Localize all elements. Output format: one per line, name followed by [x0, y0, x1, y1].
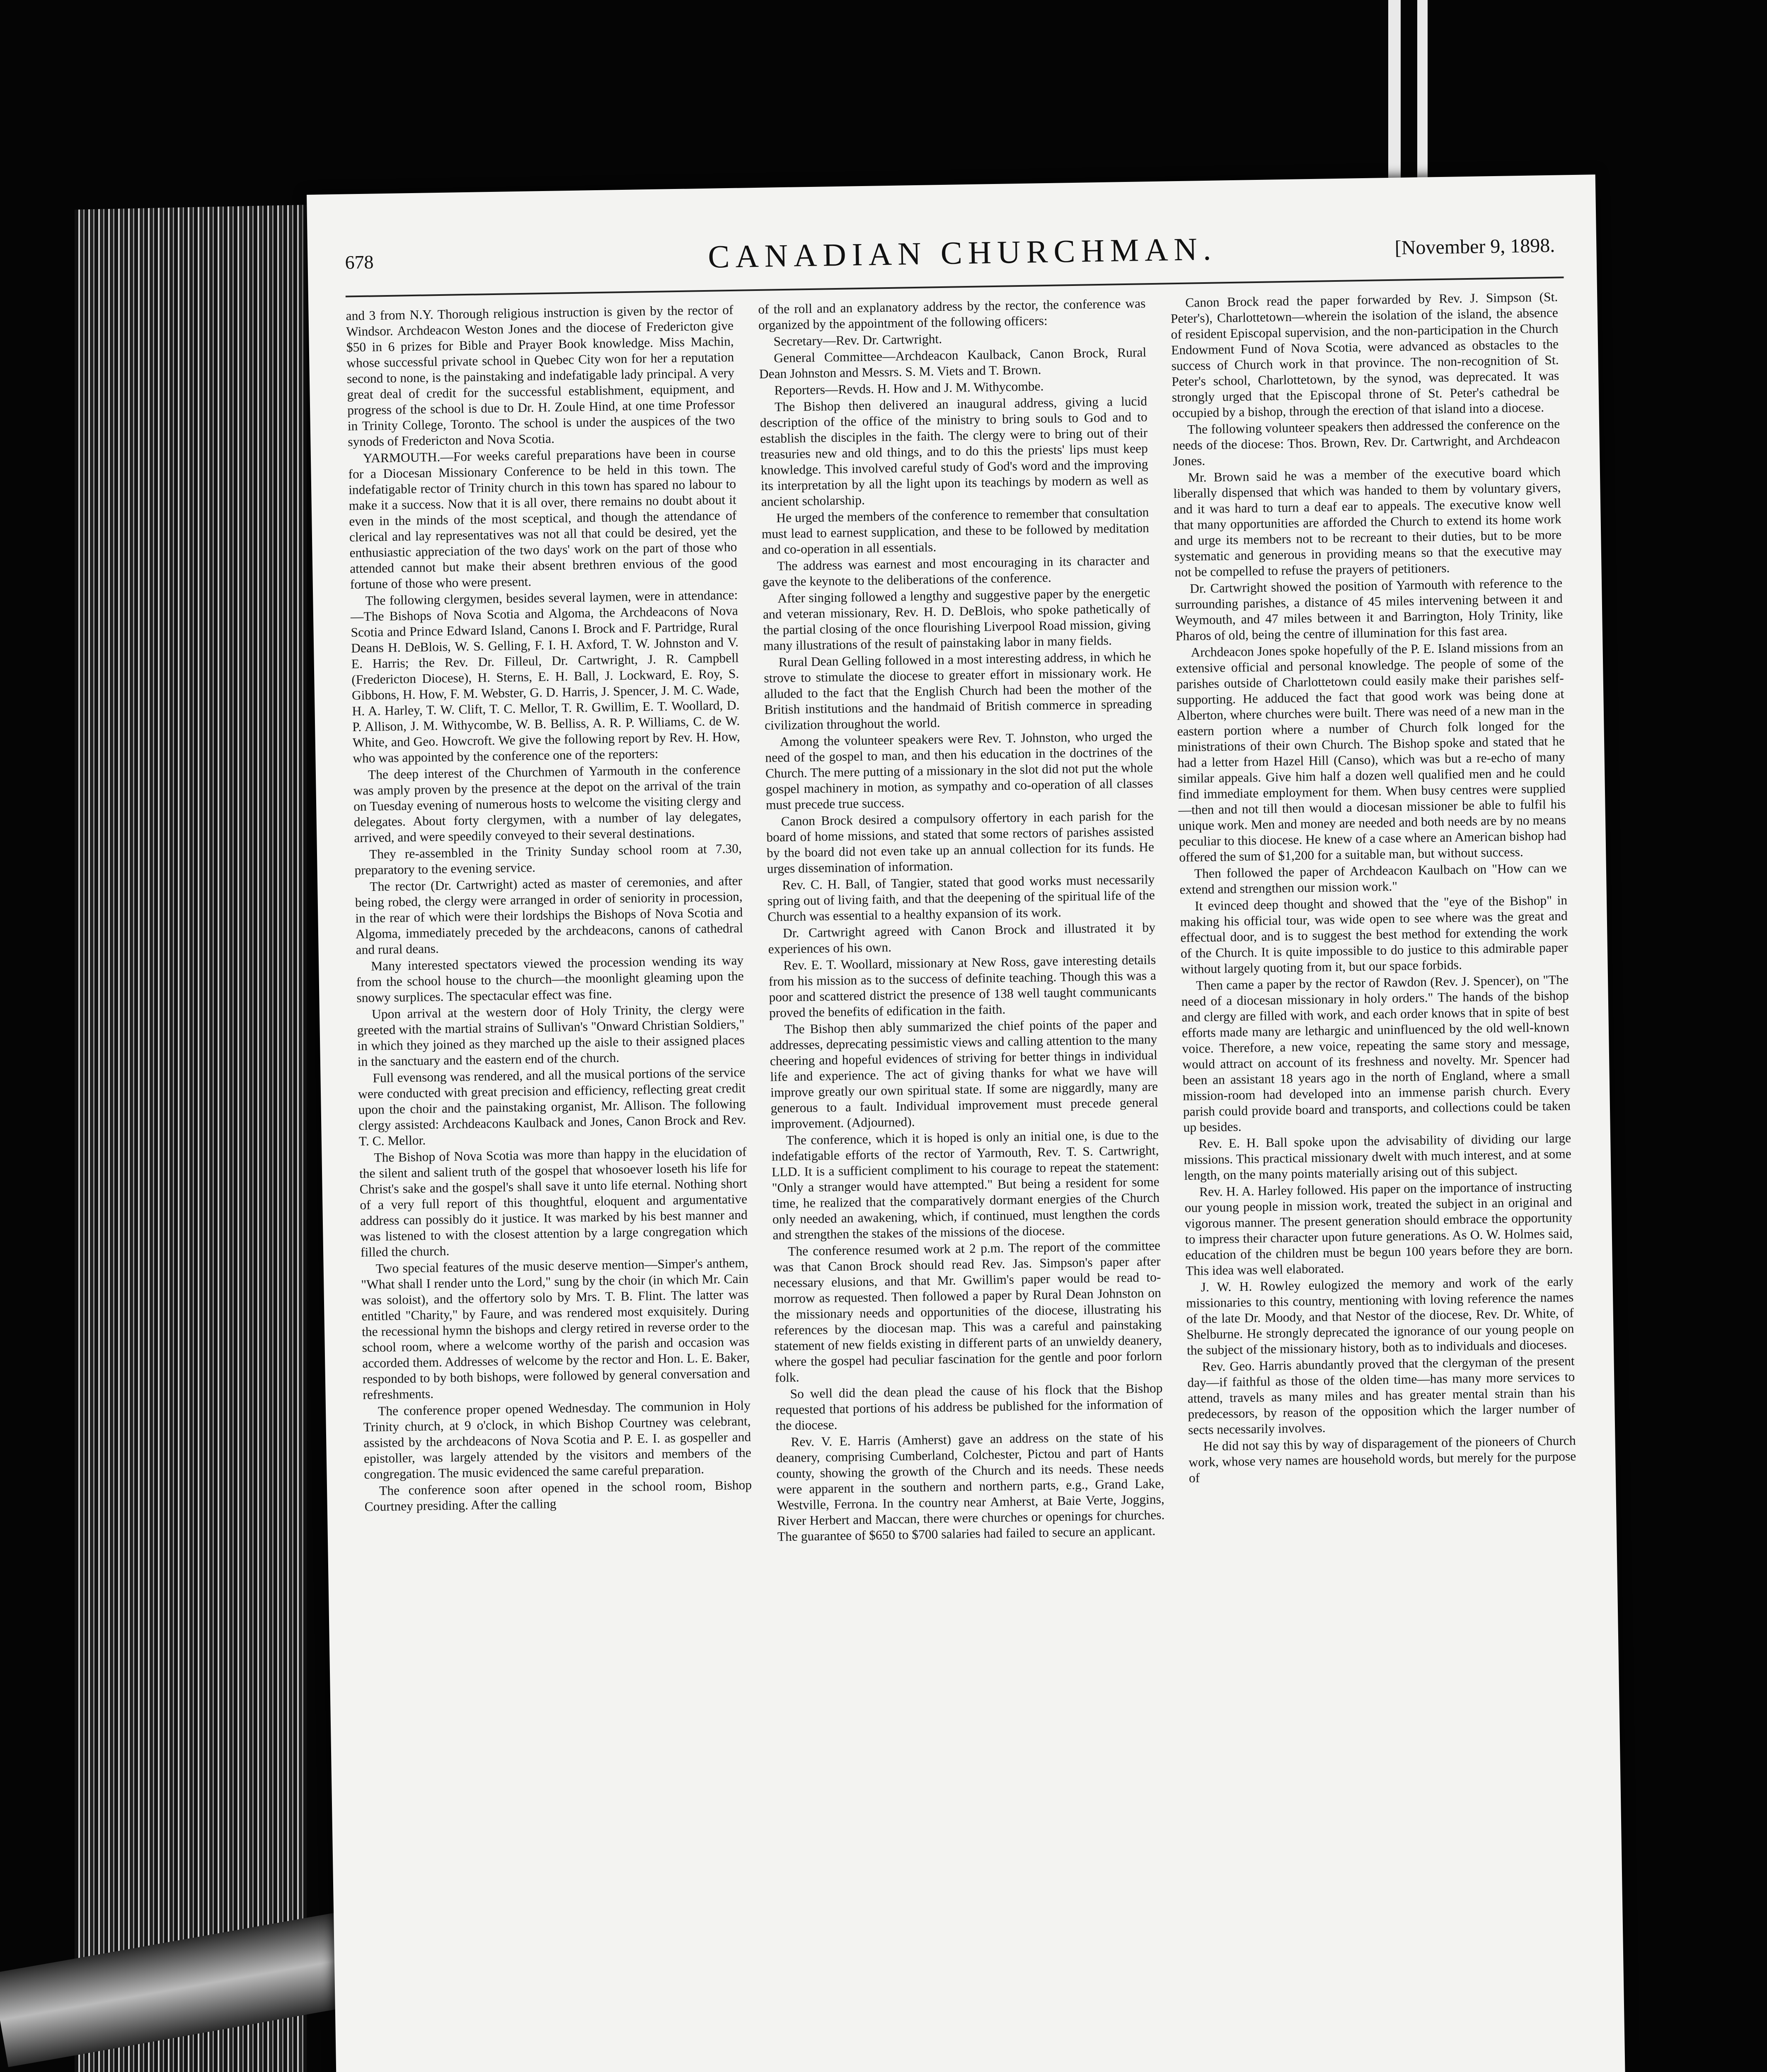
- article-paragraph: The address was earnest and most encouraging in its character and gave the keynote to the deliberations of the conference.: [762, 553, 1150, 589]
- article-paragraph: General Committee—Archdeacon Kaulback, Canon Brock, Rural Dean Johnston and Messrs. S. M. Viets and T. Brown.: [759, 345, 1147, 381]
- article-paragraph: Upon arrival at the western door of Holy Trinity, the clergy were greeted with the martial strains of Sullivan's "Onward Christian Soldiers," in which they joined as they marched up the aisle to their assigned places in the sanctuary and the eastern end of the church.: [357, 1001, 745, 1069]
- article-paragraph: Canon Brock read the paper forwarded by Rev. J. Simpson (St. Peter's), Charlottetown—wherein the isolation of the island, the absence of resident Episcopal supervision, and the non-participation in the Church Endowment Fund of Nova Scotia, were advanced as obstacles to the success of Church work in that province. The non-recognition of St. Peter's school, Charlottetown, by the synod, was deprecated. It was strongly urged that the Episcopal throne of St. Peter's cathedral be occupied by a bishop, through the erection of that island into a diocese.: [1170, 289, 1560, 421]
- article-paragraph: Canon Brock desired a compulsory offertory in each parish for the board of home missions, and stated that some rectors of parishes assisted by the board did not even take up an annual collection for its funds. He urges dissemination of information.: [766, 808, 1155, 876]
- article-paragraph: Rev. V. E. Harris (Amherst) gave an address on the state of his deanery, comprising Cumberland, Colchester, Pictou and part of Hants county, showing the growth of the Church and its needs. These needs were apparent in the southern and northern parts, e.g., Grand Lake, Westville, Ferrona. In the country near Amherst, at Baie Verte, Joggins, River Herbert and Maccan, there were churches or openings for churches. The guarantee of $650 to $700 salaries had failed to secure an applicant.: [776, 1428, 1165, 1544]
- article-paragraph: and 3 from N.Y. Thorough religious instruction is given by the rector of Windsor. Archdeacon Weston Jones and the diocese of Fredericton give $50 in 6 prizes for Bible and Prayer Book knowledge. Miss Machin, whose successful private school in Quebec City won for her a reputation second to none, is the painstaking and indefatigable lady principal. A very great deal of credit for the successful establishment, equipment, and progress of the school is due to Dr. H. Zoule Hind, at one time Professor in Trinity College, Toronto. The school is under the auspices of the two synods of Fredericton and Nova Scotia.: [346, 302, 735, 449]
- article-paragraph: The Bishop then delivered an inaugural address, giving a lucid description of the office of the ministry to bring souls to God and to establish the disciples in the faith. The clergy were to bring out of their treasuries new and old things, and to do this the priests' lips must keep knowledge. This involved careful study of God's word and the improving its interpretation by all the light upon its teachings by modern as well as ancient scholarship.: [760, 394, 1149, 509]
- article-paragraph: After singing followed a lengthy and suggestive paper by the energetic and veteran missionary, Rev. H. D. DeBlois, who spoke pathetically of the partial closing of the once flourishing Liverpool Road mission, giving many illustrations of the result of painstaking labor in many fields.: [762, 585, 1151, 653]
- article-paragraph: Two special features of the music deserve mention—Simper's anthem, "What shall I render unto the Lord," sung by the choir (in which Mr. Cain was soloist), and the offertory solo by Mrs. T. B. Flint. The latter was entitled "Charity," by Faure, and was rendered most exquisitely. During the recessional hymn the bishops and clergy retired in reverse order to the school room, where a welcome worthy of the parish and occasion was accorded them. Addresses of welcome by the rector and Hon. L. E. Baker, responded to by both bishops, were followed by general conversation and refreshments.: [361, 1255, 750, 1402]
- article-paragraph: Rev. E. T. Woollard, missionary at New Ross, gave interesting details from his mission as to the success of definite teaching. Though this was a poor and scattered district the presence of 138 well taught communicants proved the benefits of edification in the faith.: [768, 952, 1157, 1020]
- article-paragraph: The Bishop then ably summarized the chief points of the paper and addresses, deprecating pessimistic views and calling attention to the many cheering and hopeful evidences of striving for better things in individual life and experience. The act of giving thanks for what we have will improve greatly our own spiritual state. If some are niggardly, many are generous to a fault. Individual improvement must precede general improvement. (Adjourned).: [770, 1016, 1158, 1131]
- issue-date: [November 9, 1898.: [1394, 234, 1555, 259]
- article-paragraph: Rural Dean Gelling followed in a most interesting address, in which he strove to stimulate the diocese to greater effort in missionary work. He alluded to the fact that the English Church had been the mother of the British institutions and the handmaid of British commerce in spreading civilization throughout the world.: [764, 649, 1152, 733]
- article-paragraph: The conference resumed work at 2 p.m. The report of the committee was that Canon Brock should read Rev. Jas. Simpson's paper after necessary elusions, and that Mr. Gwillim's paper would be read to-morrow as requested. Then followed a paper by Rural Dean Johnston on the missionary needs and opportunities of the diocese, illustrating his references by the diocesan map. This was a careful and painstaking statement of new fields existing in different parts of an unwieldy deanery, where the gospel had peculiar fascination for the gentle and poor forlorn folk.: [773, 1238, 1162, 1385]
- article-paragraph: Secretary—Rev. Dr. Cartwright.: [773, 331, 942, 349]
- page-number: 678: [345, 251, 374, 273]
- article-paragraph: The conference, which it is hoped is only an initial one, is due to the indefatigable efforts of the rector of Yarmouth, Rev. T. S. Cartwright, LLD. It is a sufficient compliment to his courage to repeat the statement: "Only a stranger would have attempted." But being a resident for some time, he realized that the comparatively dormant energies of the Church only needed an awakening, which, if continued, must lengthen the cords and strengthen the stakes of the missions of the diocese.: [771, 1127, 1160, 1242]
- article-paragraph: Dr. Cartwright agreed with Canon Brock and illustrated it by experiences of his own.: [768, 920, 1156, 956]
- article-paragraph: Rev. H. A. Harley followed. His paper on the importance of instructing our young people in mission work, treated the subject in an original and vigorous manner. The present generation should embrace the opportunity to impress their character upon future generations. As O. W. Holmes said, education of the children must be begun 100 years before they are born. This idea was well elaborated.: [1184, 1179, 1573, 1278]
- article-paragraph: Dr. Cartwright showed the position of Yarmouth with reference to the surrounding parishes, a distance of 45 miles intervening between it and Weymouth, and 47 miles between it and Barrington, Holy Trinity, like Pharos of old, being the centre of illumination for this fast area.: [1175, 575, 1563, 644]
- article-paragraph: He did not say this by way of disparagement of the pioneers of Church work, whose very names are household words, but merely for the purpose of: [1188, 1433, 1576, 1485]
- article-paragraph: Reporters—Revds. H. How and J. M. Withycombe.: [774, 379, 1044, 398]
- article-paragraph: Rev. C. H. Ball, of Tangier, stated that good works must necessarily spring out of living faith, and that the deepening of the spiritual life of the Church was essential to a healthy expansion of its work.: [767, 872, 1155, 924]
- article-paragraph: The Bishop of Nova Scotia was more than happy in the elucidation of the silent and salient truth of the gospel that whosoever loseth his life for Christ's sake and the gospel's shall save it unto life eternal. Nothing short of a very full report of this thoughtful, eloquent and argumentative address can possibly do it justice. It was marked by his best manner and was listened to with the closest attention by a large congregation which filled the church.: [359, 1144, 748, 1260]
- article-paragraph: So well did the dean plead the cause of his flock that the Bishop requested that portions of his address be published for the information of the diocese.: [775, 1380, 1163, 1433]
- article-paragraph: of the roll and an explanatory address by the rector, the conference was organized by the appointment of the following officers:: [758, 296, 1146, 332]
- article-paragraph: Then came a paper by the rector of Rawdon (Rev. J. Spencer), on "The need of a diocesan missionary in holy orders." The hands of the bishop and clergy are filled with work, and each order knows that in spite of best efforts made many are lethargic and uninfluenced by the old well-known voice. Therefore, a new voice, repeating the same story and message, would attract on account of its freshness and novelty. Mr. Spencer had been an assistant 18 years ago in the north of England, where a small mission-room had developed into an immense parish church. Every parish could provide board and transports, and collections could be taken up besides.: [1181, 972, 1571, 1135]
- text-column-2: [758, 295, 1165, 1545]
- article-paragraph: Among the volunteer speakers were Rev. T. Johnston, who urged the need of the gospel to man, and then his education in the doctrines of the Church. The mere putting of a missionary in the slot did not put the whole gospel machinery in motion, as sympathy and co-operation of all classes must precede true success.: [765, 729, 1153, 812]
- article-paragraph: Rev. Geo. Harris abundantly proved that the clergyman of the present day—if faithful as those of the olden time—has many more services to attend, travels as many miles and has greater mental strain than his predecessors, by reason of the opposition which the larger number of sects necessarily involves.: [1187, 1353, 1576, 1437]
- article-paragraph: Many interested spectators viewed the procession wending its way from the school house to the church—the moonlight gleaming upon the snowy surplices. The spectacular effect was fine.: [356, 953, 744, 1005]
- article-paragraph: Full evensong was rendered, and all the musical portions of the service were conducted with great precision and efficiency, reflecting great credit upon the choir and the painstaking organist, Mr. Allison. The following clergy assisted: Archdeacons Kaulback and Jones, Canon Brock and Rev. T. C. Mellor.: [358, 1065, 746, 1149]
- article-paragraph: J. W. H. Rowley eulogized the memory and work of the early missionaries to this country, mentioning with loving reference the names of the late Dr. Moody, and that Nestor of the diocese, Rev. Dr. White, of Shelburne. He strongly deprecated the ignorance of our young people on the subject of the missionary history, both as to individuals and dioceses.: [1186, 1274, 1574, 1358]
- text-column-1: [346, 302, 752, 1515]
- article-paragraph: Mr. Brown said he was a member of the executive board which liberally dispensed that which was handed to them by voluntary givers, and it was hard to turn a deaf ear to appeals. The executive know well that many opportunities are afforded the Church to extend its home work and urge its members not to be recreant to their duties, but to be more systematic and generous in providing means so that the executive may not be compelled to refuse the prayers of petitioners.: [1173, 464, 1562, 580]
- article-paragraph: The rector (Dr. Cartwright) acted as master of ceremonies, and after being robed, the clergy were arranged in order of seniority in procession, in the rear of which were their lordships the Bishops of Nova Scotia and Algoma, immediately preceded by the archdeacons, canons of cathedral and rural deans.: [355, 873, 743, 957]
- article-paragraph: Then followed the paper of Archdeacon Kaulbach on "How can we extend and strengthen our mission work.": [1179, 860, 1567, 897]
- article-paragraph: Archdeacon Jones spoke hopefully of the P. E. Island missions from an extensive official and personal knowledge. The people of some of the parishes outside of Charlottetown could easily make their parishes self-supporting. He adduced the fact that good work was being done at Alberton, where churches were built. There was need of a new man in the eastern portion where a number of Church folk longed for the ministrations of their own Church. The Bishop spoke and stated that he had a letter from Hazel Hill (Canso), which was but a re-echo of many similar appeals. Give him half a dozen well qualified men and he could find immediate employment for them. When busy centres were supplied—then and not till then would a diocesan missioner be able to fulfil his unique work. Men and money are needed and both needs are by no means peculiar to this diocese. He knew of a case where an American bishop had offered the sum of $1,200 for a suitable man, but without success.: [1176, 639, 1566, 865]
- article-paragraph: The following clergymen, besides several laymen, were in attendance:—The Bishops of Nova Scotia and Algoma, the Archdeacons of Nova Scotia and Prince Edward Island, Canons I. Brock and F. Partridge, Rural Deans H. DeBlois, W. S. Gelling, F. I. H. Axford, T. W. Johnston and V. E. Harris; the Rev. Dr. Filleul, Dr. Cartwright, J. R. Campbell (Fredericton Diocese), H. Sterns, E. H. Ball, J. Lockward, E. Roy, S. Gibbons, H. How, F. M. Webster, G. D. Harris, J. Spencer, J. M. C. Wade, H. A. Harley, T. W. Clift, T. C. Mellor, T. R. Gwillim, E. T. Woollard, D. P. Allison, J. M. Withycombe, W. B. Belliss, A. R. P. Williams, C. de W. White, and Geo. Howcroft. We give the following report by Rev. H. How, who was appointed by the conference one of the reporters:: [350, 587, 740, 766]
- article-paragraph: The conference soon after opened in the school room, Bishop Courtney presiding. After the calling: [364, 1477, 752, 1514]
- masthead-title: CANADIAN CHURCHMAN.: [707, 230, 1218, 275]
- article-paragraph: The conference proper opened Wednesday. The communion in Holy Trinity church, at 9 o'clock, in which Bishop Courtney was celebrant, assisted by the archdeacons of Nova Scotia and P. E. I. as gospeller and epistoller, was largely attended by the visitors and members of the congregation. The music evidenced the same careful preparation.: [363, 1398, 752, 1482]
- article-paragraph: He urged the members of the conference to remember that consultation must lead to earnest supplication, and these to be followed by meditation and co-operation in all essentials.: [761, 505, 1150, 557]
- newspaper-page: [307, 174, 1628, 2072]
- running-header: [345, 225, 1564, 293]
- article-paragraph: It evinced deep thought and showed that the "eye of the Bishop" in making his official tour, was wide open to see where was the great and effectual door, and is to suggest the best method for extending the work of the Church. It is quite impossible to do justice to this admirable paper without largely quoting from it, but our space forbids.: [1180, 893, 1569, 977]
- article-paragraph: YARMOUTH.—For weeks careful preparations have been in course for a Diocesan Missionary Conference to be held in this town. The indefatigable rector of Trinity church in this town has spared no labour to make it a success. Now that it is all over, there remains no doubt about it even in the minds of the most sceptical, and though the attendance of clerical and lay representatives was not all that could be desired, yet the enthusiastic appreciation of the two days' work on the part of those who attended cannot but make their absent brethren envious of the good fortune of those who were present.: [348, 445, 738, 592]
- article-paragraph: The following volunteer speakers then addressed the conference on the needs of the diocese: Thos. Brown, Rev. Dr. Cartwright, and Archdeacon Jones.: [1172, 416, 1560, 469]
- text-column-3: [1170, 289, 1576, 1487]
- article-paragraph: They re-assembled in the Trinity Sunday school room at 7.30, preparatory to the evening service.: [354, 841, 742, 878]
- article-paragraph: The deep interest of the Churchmen of Yarmouth in the conference was amply proven by the presence at the depot on the arrival of the train on Tuesday evening of numerous hosts to welcome the visiting clergy and delegates. About forty clergymen, with a number of lay delegates, arrived, and were speedily conveyed to their several destinations.: [353, 761, 741, 845]
- book-page-edges: [75, 205, 307, 2072]
- article-paragraph: Rev. E. H. Ball spoke upon the advisability of dividing our large missions. This practical missionary dwelt with much interest, and at some length, on the many points materially arising out of this subject.: [1184, 1130, 1571, 1183]
